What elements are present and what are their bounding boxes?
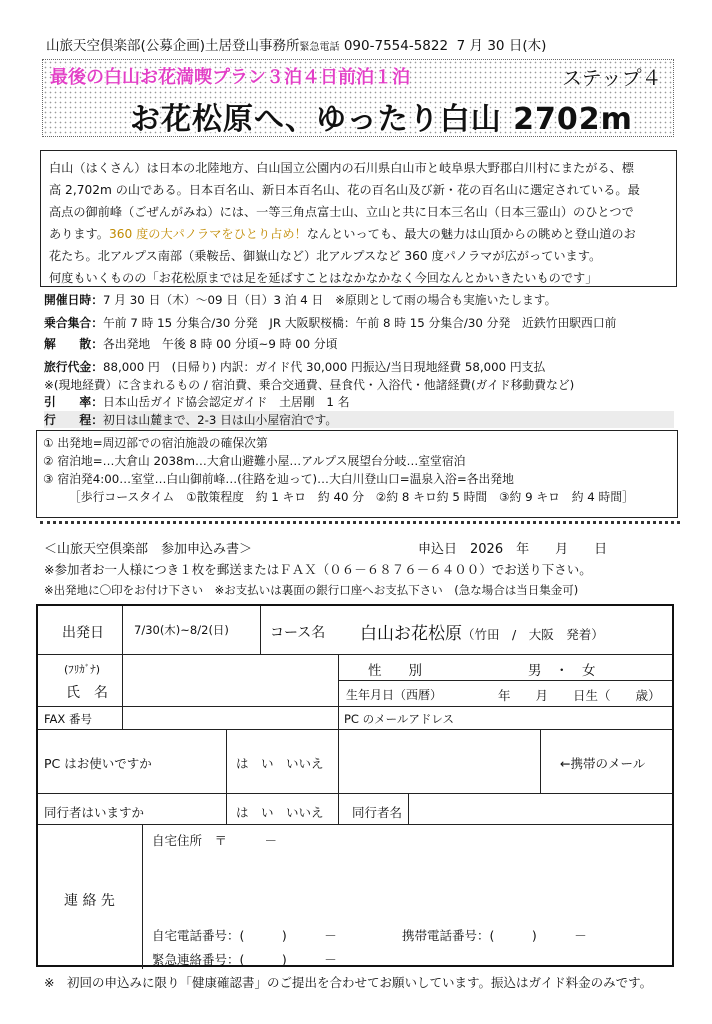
pc-mail-label: PC のメールアドレス xyxy=(344,712,455,726)
itinerary-label: 行 程： xyxy=(44,413,103,427)
form-note-submit: ※参加者お一人様につき１枚を郵送またはＦＡＸ（０６－６８７６－６４００）でお送り下さい。 xyxy=(44,562,592,577)
form-note-payment: ※出発地に〇印をお付け下さい ※お支払いは裏面の銀行口座へお支払下さい (急な場合は当日集金可) xyxy=(44,583,579,597)
row-divider xyxy=(338,680,672,681)
itinerary-row xyxy=(44,411,674,428)
pc-use-label: PC はお使いですか xyxy=(44,756,152,771)
name-input[interactable] xyxy=(124,656,336,704)
departure-label: 出発日 xyxy=(62,625,104,641)
col-divider xyxy=(122,606,123,729)
route-item-1: ① 出発地=周辺部での宿泊施設の確保次第 xyxy=(43,436,268,450)
mobile-mail-label: ←携帯のメール xyxy=(560,756,646,771)
description-text: なんといっても、最大の魅力は山頂からの眺めと登山道のお xyxy=(306,227,636,241)
route-item-2: ② 宿泊地=…大倉山 2038m…大倉山避難小屋…アルプス展望台分岐…室堂宿泊 xyxy=(43,454,466,468)
gender-options[interactable]: 男 ・ 女 xyxy=(528,663,596,679)
description-line: 花たち。北アルプス南部（乗鞍岳、御嶽山など）北アルプスなど 360 度パノラマが広がっています。 xyxy=(49,249,602,263)
description-box xyxy=(40,150,677,287)
banner-step: ステップ４ xyxy=(562,66,662,90)
itinerary-value: 初日は山麓まで、2-3 日は山小屋宿泊です。 xyxy=(103,413,338,427)
departure-value: 7/30(木)~8/2(日) xyxy=(134,623,229,637)
fee-row xyxy=(44,358,545,375)
description-line: 何度もいくものの「お花松原までは足を延ばすことはなかなかなく今回なんとかいきたいものです」 xyxy=(49,271,598,285)
fee-note: ※(現地経費）に含まれるもの / 宿泊費、乗合交通費、昼食代・入浴代・他諸経費(ガイド移動費など) xyxy=(44,378,575,392)
emergency-contact[interactable]: 緊急連絡番号：( ) － xyxy=(152,952,337,967)
application-form xyxy=(36,604,674,967)
description-text: あります。 xyxy=(49,227,109,241)
description-line: 高 2,702m の山である。日本百名山、新日本百名山、花の百名山及び新・花の百名山に選定されている。最 xyxy=(49,183,640,197)
row-divider xyxy=(38,706,672,707)
banner-title: お花松原へ、ゆったり白山 2702m xyxy=(130,102,633,137)
banner-subtitle: 最後の白山お花満喫プラン３泊４日前泊１泊 xyxy=(50,67,410,88)
col-divider xyxy=(408,793,409,824)
course-time: ［歩行コースタイム ①散策程度 約 1 キロ 約 40 分 ②約 8 キロ約 5 時間 ③約 9 キロ 約 4 時間］ xyxy=(69,490,634,504)
fee-label: 旅行代金： xyxy=(44,360,103,374)
meet-value: 午前 7 時 15 分集合/30 分発 JR 大阪駅桜橋：午前 8 時 15 分集合/30 分発 近鉄竹田駅西口前 xyxy=(103,316,617,330)
address-label[interactable]: 自宅住所 〒 － xyxy=(152,833,278,848)
dismiss-value: 各出発地 午後 8 時 00 分頃~9 時 00 分頃 xyxy=(103,337,338,351)
col-divider xyxy=(260,606,261,654)
header-date: 7 月 30 日(木) xyxy=(456,38,547,54)
contact-label: 連 絡 先 xyxy=(64,893,115,909)
schedule-label: 開催日時： xyxy=(44,293,103,307)
gender-label: 性 別 xyxy=(368,663,422,679)
header-line xyxy=(46,34,676,54)
description-line: 白山（はくさん）は日本の北陸地方、白山国立公園内の石川県白山市と岐阜県大野郡白川村にまたがる、標 xyxy=(49,161,634,175)
pc-use-yes-no[interactable]: は い いいえ xyxy=(236,756,324,771)
org-name: 山旅天空倶楽部(公募企画)土居登山事務所 xyxy=(46,38,300,54)
guide-value: 日本山岳ガイド協会認定ガイド 土居剛 1 名 xyxy=(103,395,350,409)
guide-label: 引 率： xyxy=(44,395,103,409)
mobile-phone[interactable]: 携帯電話番号：( ) － xyxy=(402,928,587,943)
col-divider xyxy=(338,706,339,824)
schedule-row xyxy=(44,291,556,308)
col-divider xyxy=(226,729,227,824)
emergency-phone: 090-7554-5822 xyxy=(343,38,449,54)
fee-value: 88,000 円 (日帰り) 内訳：ガイド代 30,000 円振込/当日現地経費 58,000 円支払 xyxy=(103,360,546,374)
name-label: 氏 名 xyxy=(66,685,108,701)
form-heading: ＜山旅天空倶楽部 参加申込み書＞ xyxy=(44,542,253,557)
schedule-value: 7 月 30 日（木）～09 日（日）3 泊 4 日 ※原則として雨の場合も実施いたします。 xyxy=(103,293,557,307)
footer-note: ※ 初回の申込みに限り「健康確認書」のご提出を合わせてお願いしています。振込はガイド料金のみです。 xyxy=(44,975,653,990)
panorama-highlight: 360 度の大パノラマをひとり占め！ xyxy=(108,227,307,241)
course-label: コース名 xyxy=(270,625,326,641)
route-box xyxy=(36,430,678,518)
col-divider xyxy=(540,729,541,793)
home-phone[interactable]: 自宅電話番号：( ) － xyxy=(152,928,337,943)
row-divider xyxy=(38,824,672,825)
guide-row xyxy=(44,393,350,410)
meet-row xyxy=(44,314,616,331)
route-item-3: ③ 宿泊発4:00…室堂…白山御前峰…(往路を辿って)…大白川登山口=温泉入浴=各出発地 xyxy=(43,472,514,486)
meet-label: 乗合集合： xyxy=(44,316,103,330)
description-line: 高点の御前峰（ごぜんがみね）には、一等三角点富士山、立山と共に日本三名山（日本三霊山）のひとつで xyxy=(49,205,634,219)
course-detail: （竹田 / 大阪 発着） xyxy=(462,627,604,642)
description-line xyxy=(49,223,668,245)
course-name-cell xyxy=(360,619,604,644)
emergency-label: 緊急電話 xyxy=(299,42,340,53)
apply-date: 申込日 2026 年 月 日 xyxy=(418,542,608,557)
row-divider xyxy=(38,729,672,730)
cut-line xyxy=(40,521,680,524)
companion-name-label: 同行者名 xyxy=(352,805,403,820)
birth-label: 生年月日（西暦） xyxy=(346,688,443,702)
fax-label: FAX 番号 xyxy=(44,712,92,726)
col-divider xyxy=(142,824,143,969)
companion-label: 同行者はいますか xyxy=(44,805,145,820)
companion-yes-no[interactable]: は い いいえ xyxy=(236,805,324,820)
furigana-label: (ﾌﾘｶﾞﾅ) xyxy=(64,663,101,676)
course-name: 白山お花松原 xyxy=(360,624,462,644)
birth-value[interactable]: 年 月 日生（ 歳） xyxy=(498,688,661,703)
dismiss-label: 解 散： xyxy=(44,337,103,351)
dismiss-row xyxy=(44,335,338,352)
row-divider xyxy=(38,654,672,655)
row-divider xyxy=(38,793,672,794)
